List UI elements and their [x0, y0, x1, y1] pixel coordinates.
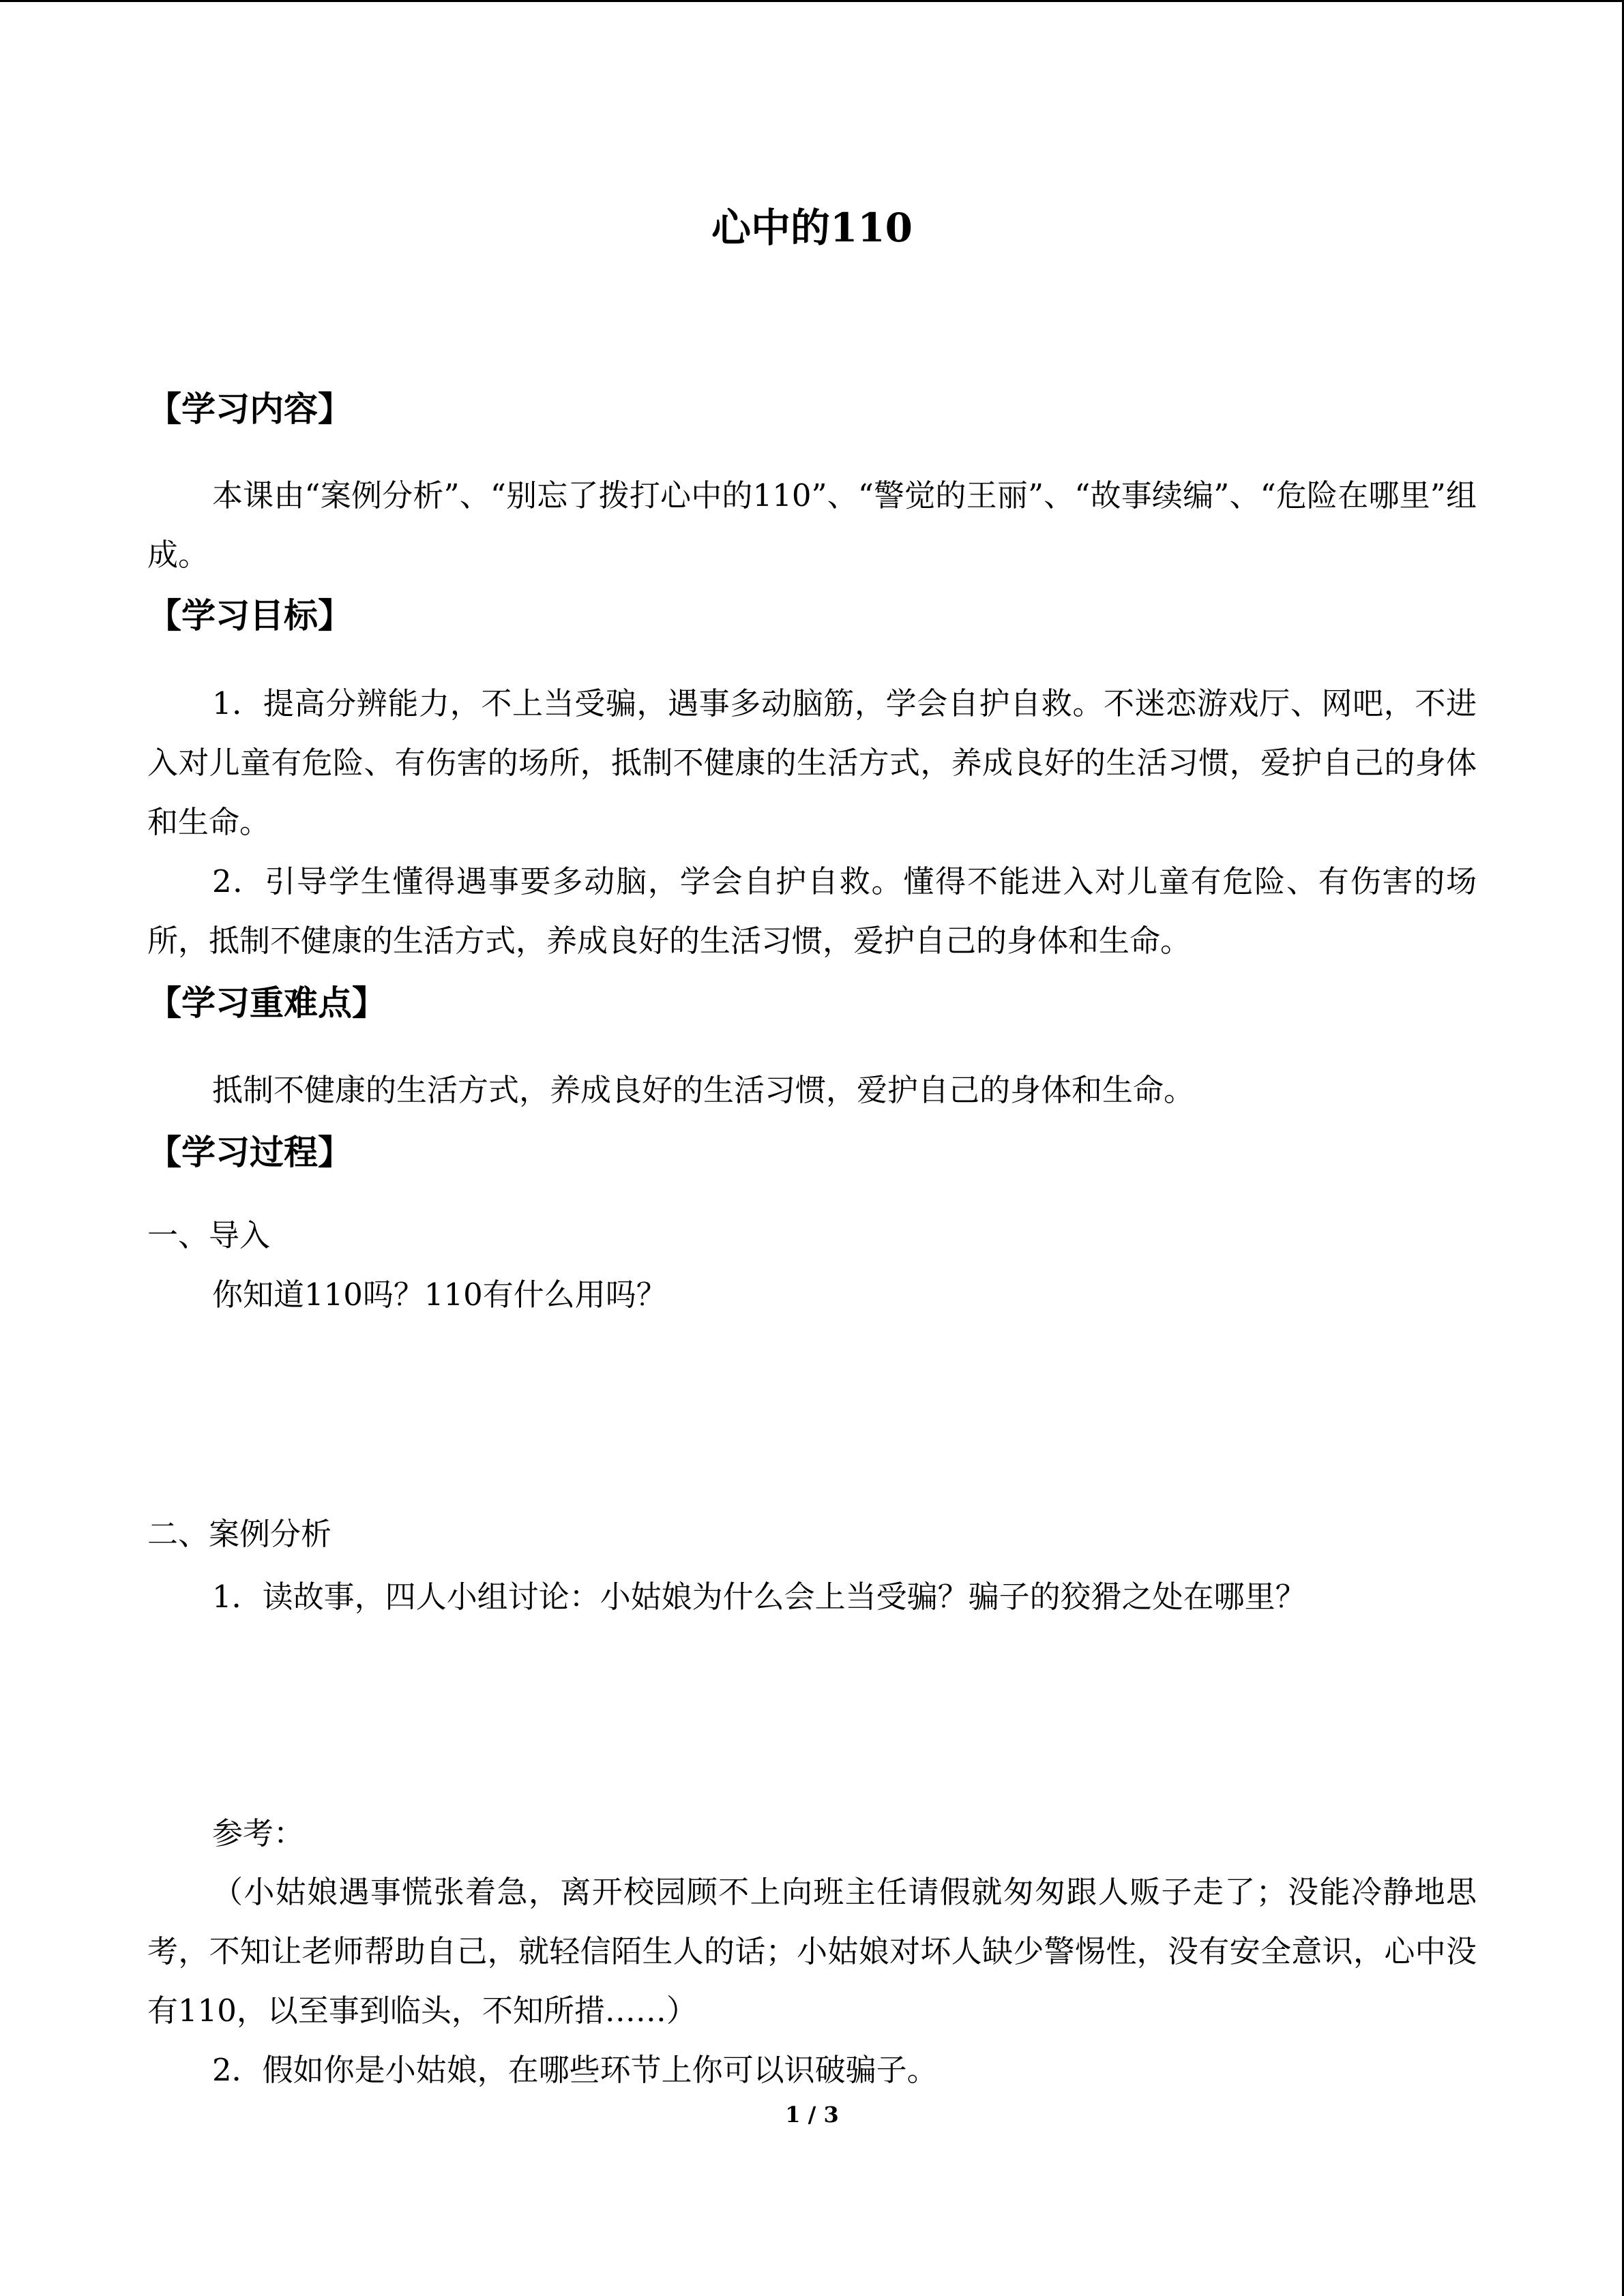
goal-item-1: 1．提高分辨能力，不上当受骗，遇事多动脑筋，学会自护自救。不迷恋游戏厅、网吧，不进入对儿童有危险、有伤害的场所，抵制不健康的生活方式，养成良好的生活习惯，爱护自己的身体和生命。: [147, 685, 1477, 840]
part2-title: 二、案例分析: [147, 1516, 332, 1552]
reference-label: 参考：: [212, 1815, 305, 1851]
section-heading-process: 【学习过程】: [147, 1132, 352, 1172]
page-top-border: [0, 0, 1624, 2]
part2-question-1: 1．读故事，四人小组讨论：小姑娘为什么会上当受骗？骗子的狡猾之处在哪里？: [212, 1579, 1306, 1615]
part1-title: 一、导入: [147, 1217, 271, 1253]
content-paragraph: 本课由“案例分析”、“别忘了拨打心中的110”、“警觉的王丽”、“故事续编”、“危险在哪里”组成。: [147, 477, 1477, 573]
reference-text: （小姑娘遇事慌张着急，离开校园顾不上向班主任请假就匆匆跟人贩子走了；没能冷静地思考，不知让老师帮助自己，就轻信陌生人的话；小姑娘对坏人缺少警惕性，没有安全意识，心中没有110，以至事到临头，不知所措……）: [147, 1874, 1477, 2029]
page-number: 1 / 3: [785, 2102, 839, 2128]
section-heading-content: 【学习内容】: [147, 389, 352, 429]
goal-item-2: 2．引导学生懂得遇事要多动脑，学会自护自救。懂得不能进入对儿童有危险、有伤害的场所，抵制不健康的生活方式，养成良好的生活习惯，爱护自己的身体和生命。: [147, 863, 1477, 959]
page-title: 心中的110: [711, 205, 913, 251]
section-heading-goals: 【学习目标】: [147, 595, 352, 636]
part2-question-2: 2．假如你是小姑娘，在哪些环节上你可以识破骗子。: [212, 2052, 938, 2088]
section-heading-key-points: 【学习重难点】: [147, 983, 386, 1023]
part1-question: 你知道110吗？110有什么用吗？: [212, 1277, 667, 1313]
key-points-paragraph: 抵制不健康的生活方式，养成良好的生活习惯，爱护自己的身体和生命。: [212, 1072, 1195, 1108]
